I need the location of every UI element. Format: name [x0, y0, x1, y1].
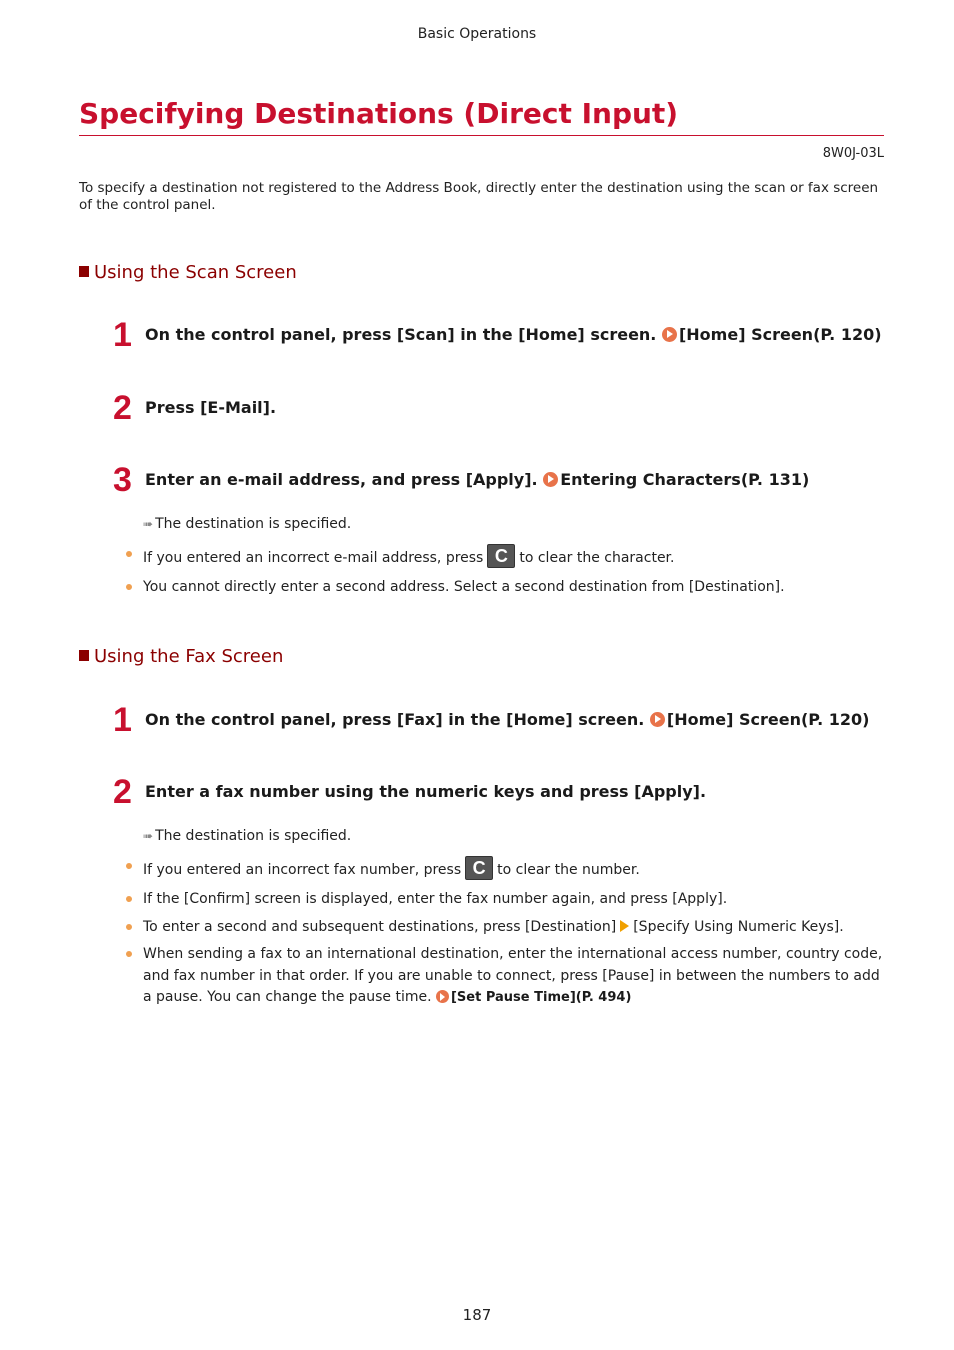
bullet-text: If the [Confirm] screen is displayed, enter the fax number again, and press [Apply].	[143, 891, 728, 907]
section-heading-scan	[79, 262, 297, 283]
home-screen-link[interactable]	[662, 325, 882, 344]
link-arrow-icon	[650, 712, 665, 727]
fax-step-2	[113, 773, 893, 813]
scan-result	[143, 516, 351, 532]
step-text	[145, 325, 882, 344]
scan-step-1	[113, 316, 893, 356]
fax-bullet-3	[126, 917, 886, 939]
step-instruction: On the control panel, press [Scan] in the [Home] screen.	[145, 325, 657, 344]
step-number: 1	[113, 701, 132, 739]
bullet-text: If you entered an incorrect fax number, press C to clear the number.	[143, 858, 640, 878]
link-arrow-icon	[662, 327, 677, 342]
step-instruction: On the control panel, press [Fax] in the [Home] screen.	[145, 710, 645, 729]
step-number: 3	[113, 461, 132, 499]
fax-bullet-1	[126, 856, 886, 880]
step-number: 2	[113, 773, 132, 811]
scan-bullet-1	[126, 544, 886, 568]
document-code: 8W0J-03L	[822, 146, 884, 161]
bullet-text: You cannot directly enter a second address. Select a second destination from [Destination].	[143, 579, 785, 595]
page-number: 187	[462, 1306, 492, 1324]
step-text: Enter a fax number using the numeric keys and press [Apply].	[145, 782, 707, 801]
square-bullet-icon	[79, 650, 89, 661]
set-pause-time-link[interactable]	[436, 990, 631, 1005]
bullet-dot-icon	[126, 584, 132, 590]
menu-arrow-icon	[620, 920, 629, 932]
bullet-dot-icon	[126, 896, 132, 902]
section-heading-fax	[79, 646, 283, 667]
home-screen-link[interactable]	[650, 710, 870, 729]
scan-bullet-2	[126, 577, 886, 599]
bullet-dot-icon	[126, 863, 132, 869]
entering-characters-link[interactable]	[543, 470, 809, 489]
intro-paragraph: To specify a destination not registered to the Address Book, directly enter the destination using the scan or fax screen of the control panel.	[79, 180, 879, 213]
square-bullet-icon	[79, 266, 89, 277]
step-text	[145, 710, 869, 729]
fax-bullet-2	[126, 889, 886, 911]
fax-step-1	[113, 701, 893, 741]
bullet-text: If you entered an incorrect e-mail address, press C to clear the character.	[143, 546, 675, 566]
scan-step-3	[113, 461, 893, 501]
bullet-text: When sending a fax to an international destination, enter the international access number, country code, and fax number in that order. If you are unable to connect, press [Pause] in between the numbers to add a pause. You can change the pause time. [Set Pause Time](P. 494)	[143, 946, 883, 1005]
step-text	[145, 470, 809, 489]
section-heading-scan-text: Using the Scan Screen	[94, 262, 297, 283]
result-text: The destination is specified.	[155, 516, 352, 532]
bullet-dot-icon	[126, 924, 132, 930]
bullet-text: To enter a second and subsequent destinations, press [Destination] [Specify Using Numeric Keys].	[143, 919, 844, 935]
step-number: 2	[113, 389, 132, 427]
link-arrow-icon	[436, 990, 449, 1003]
scan-step-2	[113, 389, 893, 429]
section-heading-fax-text: Using the Fax Screen	[94, 646, 284, 667]
result-arrow-icon: ➠	[143, 829, 154, 843]
result-arrow-icon: ➠	[143, 517, 154, 531]
link-text: [Home] Screen(P. 120)	[666, 710, 870, 729]
bullet-dot-icon	[126, 951, 132, 957]
step-number: 1	[113, 316, 132, 354]
title-rule	[79, 135, 884, 136]
page-title: Specifying Destinations (Direct Input)	[79, 97, 679, 130]
link-text: [Set Pause Time](P. 494)	[450, 990, 632, 1005]
link-text: [Home] Screen(P. 120)	[678, 325, 882, 344]
running-header: Basic Operations	[417, 26, 537, 42]
clear-key-icon: C	[487, 544, 515, 568]
clear-key-icon: C	[465, 856, 493, 880]
link-arrow-icon	[543, 472, 558, 487]
fax-bullet-4	[126, 944, 886, 1010]
step-text: Press [E-Mail].	[145, 398, 277, 417]
step-instruction: Enter an e-mail address, and press [Apply].	[145, 470, 538, 489]
bullet-dot-icon	[126, 551, 132, 557]
link-text: Entering Characters(P. 131)	[560, 470, 810, 489]
result-text: The destination is specified.	[155, 828, 352, 844]
fax-result	[143, 828, 351, 844]
